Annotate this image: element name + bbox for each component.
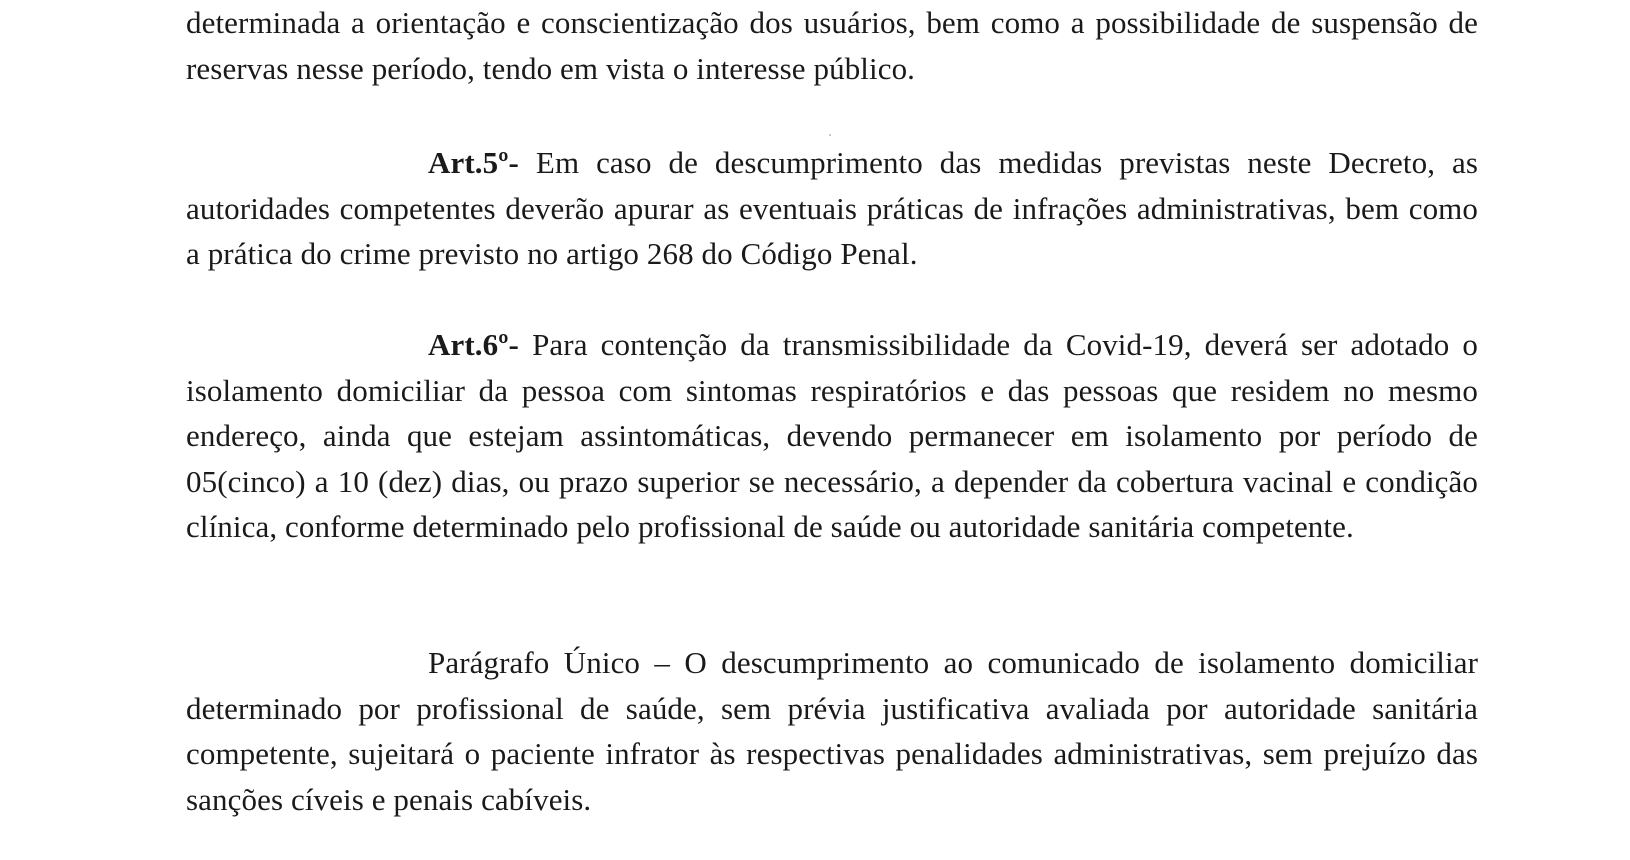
paragraph-art6 (186, 322, 1478, 550)
art5-text: Em caso de descumprimento das medidas previstas neste Decreto, as autoridades competentes deverão apurar as eventuais práticas de infrações administrativas, bem como a prática do crime previsto no artigo 268 do Código Penal. (186, 145, 1478, 271)
paragraph-continuation (186, 0, 1478, 91)
art6-label: Art.6º- (428, 327, 519, 362)
art6-text: Para contenção da transmissibilidade da Covid-19, deverá ser adotado o isolamento domiciliar da pessoa com sintomas respiratórios e das pessoas que residem no mesmo endereço, ainda que estejam assintomáticas, devendo permanecer em isolamento por período de 05(cinco) a 10 (dez) dias, ou prazo superior se necessário, a depender da cobertura vacinal e condição clínica, conforme determinado pelo profissional de saúde ou autoridade sanitária competente. (186, 327, 1478, 544)
paragrafo-unico-text: Parágrafo Único – O descumprimento ao comunicado de isolamento domiciliar determinado por profissional de saúde, sem prévia justificativa avaliada por autoridade sanitária competente, sujeitará o paciente infrator às respectivas penalidades administrativas, sem prejuízo das sanções cíveis e penais cabíveis. (186, 645, 1478, 817)
scan-speck (829, 134, 831, 136)
paragraph-paragrafo-unico (186, 640, 1478, 822)
paragraph-art5 (186, 140, 1478, 277)
paragraph-continuation-text: determinada a orientação e conscientização dos usuários, bem como a possibilidade de suspensão de reservas nesse período, tendo em vista o interesse público. (186, 5, 1478, 86)
art5-label: Art.5º- (428, 145, 519, 180)
